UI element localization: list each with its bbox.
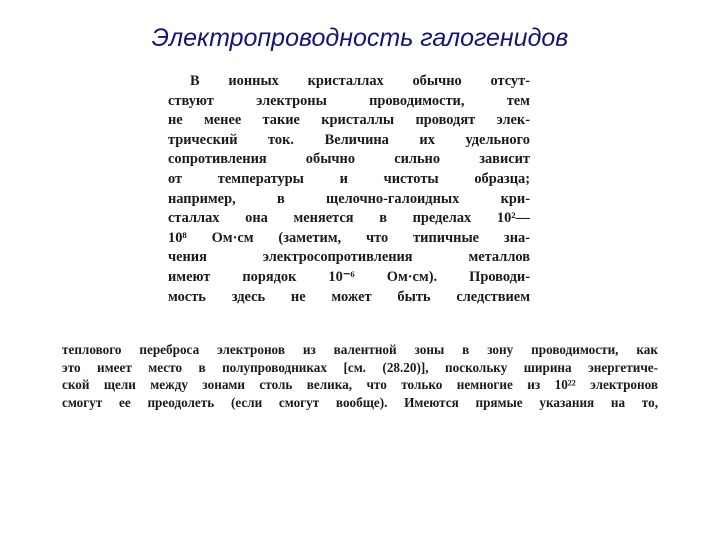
text-line: В ионных кристаллах обычно отсут- — [190, 73, 530, 89]
text-line: сталлах она меняется в пределах 10²— — [168, 210, 530, 227]
slide-title: Электропроводность галогенидов — [151, 24, 569, 52]
text-line: не менее такие кристаллы проводят элек- — [168, 112, 530, 129]
text-column-narrow — [168, 72, 530, 307]
text-line: ствуют электроны проводимости, тем — [168, 92, 530, 109]
text-line: например, в щелочно-галоидных кри- — [168, 190, 530, 207]
text-line: чения электросопротивления металлов — [168, 249, 530, 266]
text-line: мость здесь не может быть следствием — [168, 288, 530, 305]
text-line: 10⁸ Ом·см (заметим, что типичные зна- — [168, 229, 530, 246]
text-line: смогут ее преодолеть (если смогут вообще). Имеются прямые указания на то, — [62, 394, 658, 410]
text-line: от температуры и чистоты образца; — [168, 170, 530, 187]
text-line: ской щели между зонами столь велика, что только немногие из 10²² электронов — [62, 377, 658, 393]
text-column-wide — [62, 341, 658, 411]
text-line: имеют порядок 10⁻⁶ Ом·см). Проводи- — [168, 268, 530, 285]
text-line: трический ток. Величина их удельного — [168, 131, 530, 148]
text-line: теплового переброса электронов из валентной зоны в зону проводимости, как — [62, 342, 658, 357]
text-line: сопротивления обычно сильно зависит — [168, 151, 530, 168]
text-line: это имеет место в полупроводниках [см. (28.20)], поскольку ширина энергетиче- — [62, 359, 658, 375]
